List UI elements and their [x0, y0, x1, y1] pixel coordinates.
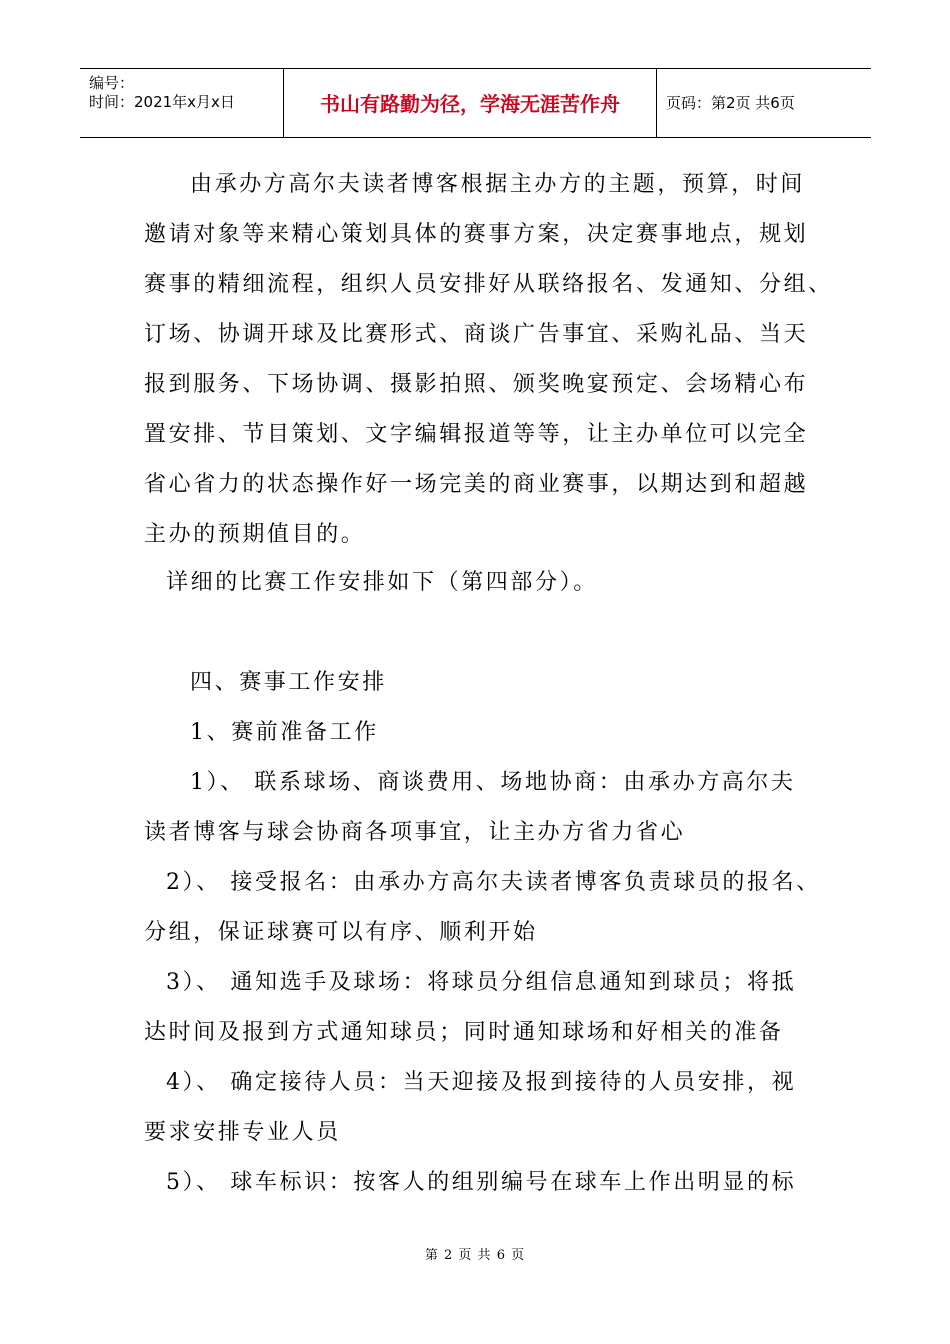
- body-line: 主办的预期值目的。: [144, 522, 366, 547]
- document-number-label: 编号：: [89, 74, 135, 92]
- body-line: 报到服务、下场协调、摄影拍照、颁奖晚宴预定、会场精心布: [144, 372, 809, 397]
- body-line: 邀请对象等来精心策划具体的赛事方案，决定赛事地点，规划: [144, 222, 809, 247]
- body-line: 省心省力的状态操作好一场完美的商业赛事，以期达到和超越: [144, 472, 809, 497]
- header-page-number: 页码：第2页 共6页: [666, 94, 795, 112]
- subsection-heading: 1、赛前准备工作: [190, 720, 379, 745]
- body-line: 赛事的精细流程，组织人员安排好从联络报名、发通知、分组、: [144, 272, 833, 297]
- body-line: 要求安排专业人员: [144, 1120, 341, 1145]
- body-line: 达时间及报到方式通知球员；同时通知球场和好相关的准备: [144, 1020, 784, 1045]
- list-item: 2）、 接受报名：由承办方高尔夫读者博客负责球员的报名、: [166, 870, 821, 895]
- body-line: 订场、协调开球及比赛形式、商谈广告事宜、采购礼品、当天: [144, 322, 809, 347]
- list-item: 3）、 通知选手及球场：将球员分组信息通知到球员；将抵: [166, 970, 797, 995]
- body-line: 分组，保证球赛可以有序、顺利开始: [144, 920, 538, 945]
- list-item: 5）、 球车标识：按客人的组别编号在球车上作出明显的标: [166, 1170, 797, 1195]
- header-meta-cell: [80, 69, 284, 137]
- page-footer: 第 2 页 共 6 页: [424, 1248, 526, 1263]
- page-header: [80, 68, 871, 138]
- body-line: 置安排、节目策划、文字编辑报道等等，让主办单位可以完全: [144, 422, 809, 447]
- list-item: 4）、 确定接待人员：当天迎接及报到接待的人员安排，视: [166, 1070, 797, 1095]
- body-line: 读者博客与球会协商各项事宜，让主办方省力省心: [144, 820, 686, 845]
- body-line: 由承办方高尔夫读者博客根据主办方的主题，预算，时间: [190, 172, 806, 197]
- header-page-cell: [657, 69, 871, 137]
- section-heading: 四、赛事工作安排: [190, 670, 387, 695]
- body-line: 详细的比赛工作安排如下（第四部分）。: [166, 570, 598, 595]
- header-motto: 书山有路勤为径，学海无涯苦作舟: [320, 92, 620, 116]
- list-item: 1）、 联系球场、商谈费用、场地协商：由承办方高尔夫: [190, 770, 796, 795]
- document-date: 时间：2021年x月x日: [89, 93, 235, 111]
- header-motto-cell: [284, 69, 657, 137]
